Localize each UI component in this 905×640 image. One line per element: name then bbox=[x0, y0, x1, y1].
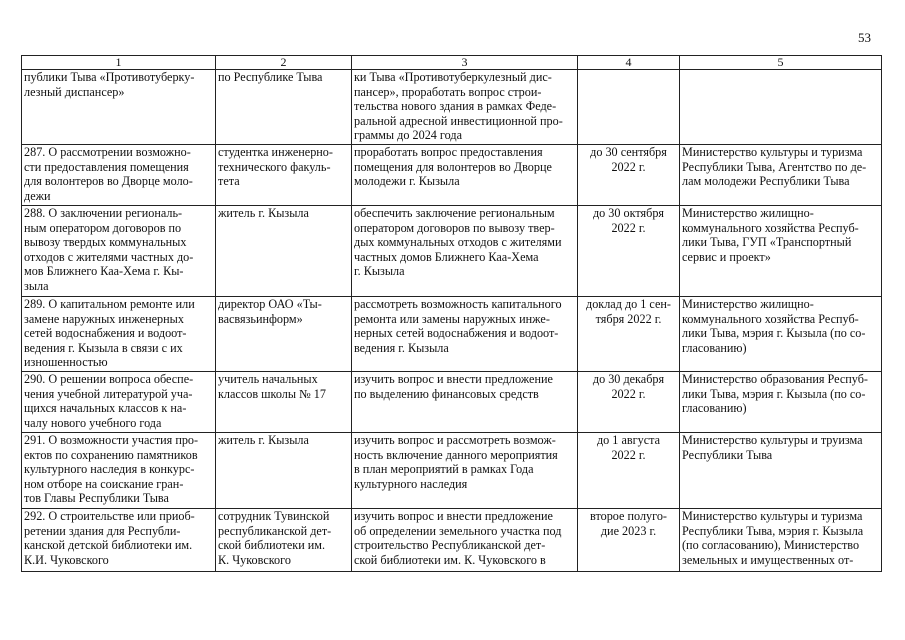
cell-applicant: житель г. Кызыла bbox=[216, 433, 352, 509]
cell-topic: 287. О рассмотрении возможно- сти предоставления помещения для волонтеров во Дворце моло- дежи bbox=[22, 145, 216, 206]
cell-responsible: Министерство образования Респуб- лики Тыва, мэрия г. Кызыла (по со- гласованию) bbox=[680, 372, 882, 433]
cell-applicant: житель г. Кызыла bbox=[216, 206, 352, 297]
cell-topic: 290. О решении вопроса обеспе- чения учебной литературой уча- щихся начальных классов к на- чалу нового учебного года bbox=[22, 372, 216, 433]
cell-action: рассмотреть возможность капитального ремонта или замены наружных инже- нерных сетей водоснабжения и водоот- ведения г. Кызыла bbox=[352, 297, 578, 372]
cell-applicant: студентка инженерно- технического факуль- тета bbox=[216, 145, 352, 206]
cell-applicant: учитель начальных классов школы № 17 bbox=[216, 372, 352, 433]
table-row bbox=[22, 372, 882, 433]
cell-action: ки Тыва «Противотуберкулезный дис- пансер», проработать вопрос строи- тельства нового здания в рамках Феде- ральной адресной инвестиционной про- граммы до 2024 года bbox=[352, 70, 578, 145]
cell-responsible: Министерство жилищно- коммунального хозяйства Респуб- лики Тыва, мэрия г. Кызыла (по со- гласованию) bbox=[680, 297, 882, 372]
cell-action: изучить вопрос и рассмотреть возмож- ность включение данного мероприятия в план мероприятий в рамках Года культурного наследия bbox=[352, 433, 578, 509]
table-row bbox=[22, 206, 882, 297]
cell-applicant: сотрудник Тувинской республиканской дет- ской библиотеки им. К. Чуковского bbox=[216, 509, 352, 572]
cell-deadline: доклад до 1 сен- тября 2022 г. bbox=[578, 297, 680, 372]
document-table bbox=[21, 55, 882, 572]
cell-deadline: до 30 октября 2022 г. bbox=[578, 206, 680, 297]
cell-topic: 292. О строительстве или приоб- ретении здания для Республи- канской детской библиотеки им. К.И. Чуковского bbox=[22, 509, 216, 572]
column-header-4: 4 bbox=[578, 56, 680, 70]
cell-deadline: до 30 декабря 2022 г. bbox=[578, 372, 680, 433]
column-header-3: 3 bbox=[352, 56, 578, 70]
cell-deadline: второе полуго- дие 2023 г. bbox=[578, 509, 680, 572]
cell-action: проработать вопрос предоставления помещения для волонтеров во Дворце молодежи г. Кызыла bbox=[352, 145, 578, 206]
cell-action: изучить вопрос и внести предложение об определении земельного участка под строительство Республиканской дет- ской библиотеки им. К. Чуковского в bbox=[352, 509, 578, 572]
column-header-1: 1 bbox=[22, 56, 216, 70]
column-header-5: 5 bbox=[680, 56, 882, 70]
cell-topic: 288. О заключении региональ- ным оператором договоров по вывозу твердых коммунальных отходов с жителями частных до- мов Ближнего Каа-Хема г. Кы- зыла bbox=[22, 206, 216, 297]
cell-responsible: Министерство культуры и туризма Республики Тыва, Агентство по де- лам молодежи Республики Тыва bbox=[680, 145, 882, 206]
table-row bbox=[22, 433, 882, 509]
cell-deadline bbox=[578, 70, 680, 145]
table-row bbox=[22, 70, 882, 145]
cell-action: обеспечить заключение региональным оператором договоров по вывозу твер- дых коммунальных отходов с жителями частных домов Ближнего Каа-Хема г. Кызыла bbox=[352, 206, 578, 297]
column-header-2: 2 bbox=[216, 56, 352, 70]
table-row bbox=[22, 509, 882, 572]
table-row bbox=[22, 297, 882, 372]
table-row bbox=[22, 145, 882, 206]
cell-responsible bbox=[680, 70, 882, 145]
cell-responsible: Министерство культуры и туризма Республики Тыва, мэрия г. Кызыла (по согласованию), Министерство земельных и имущественных от- bbox=[680, 509, 882, 572]
cell-applicant: директор ОАО «Ты- васвязьинформ» bbox=[216, 297, 352, 372]
cell-action: изучить вопрос и внести предложение по выделению финансовых средств bbox=[352, 372, 578, 433]
page-number: 53 bbox=[858, 30, 871, 45]
cell-responsible: Министерство жилищно- коммунального хозяйства Респуб- лики Тыва, ГУП «Транспортный сервис и проект» bbox=[680, 206, 882, 297]
cell-topic: 289. О капитальном ремонте или замене наружных инженерных сетей водоснабжения и водоот- ведения г. Кызыла в связи с их изношенностью bbox=[22, 297, 216, 372]
cell-responsible: Министерство культуры и труизма Республики Тыва bbox=[680, 433, 882, 509]
cell-deadline: до 30 сентября 2022 г. bbox=[578, 145, 680, 206]
cell-topic: 291. О возможности участия про- ектов по сохранению памятников культурного наследия в конкурс- ном отборе на соискание гран- тов Главы Республики Тыва bbox=[22, 433, 216, 509]
cell-applicant: по Республике Тыва bbox=[216, 70, 352, 145]
cell-deadline: до 1 августа 2022 г. bbox=[578, 433, 680, 509]
cell-topic: публики Тыва «Противотуберку- лезный диспансер» bbox=[22, 70, 216, 145]
table-header-row bbox=[22, 56, 882, 70]
